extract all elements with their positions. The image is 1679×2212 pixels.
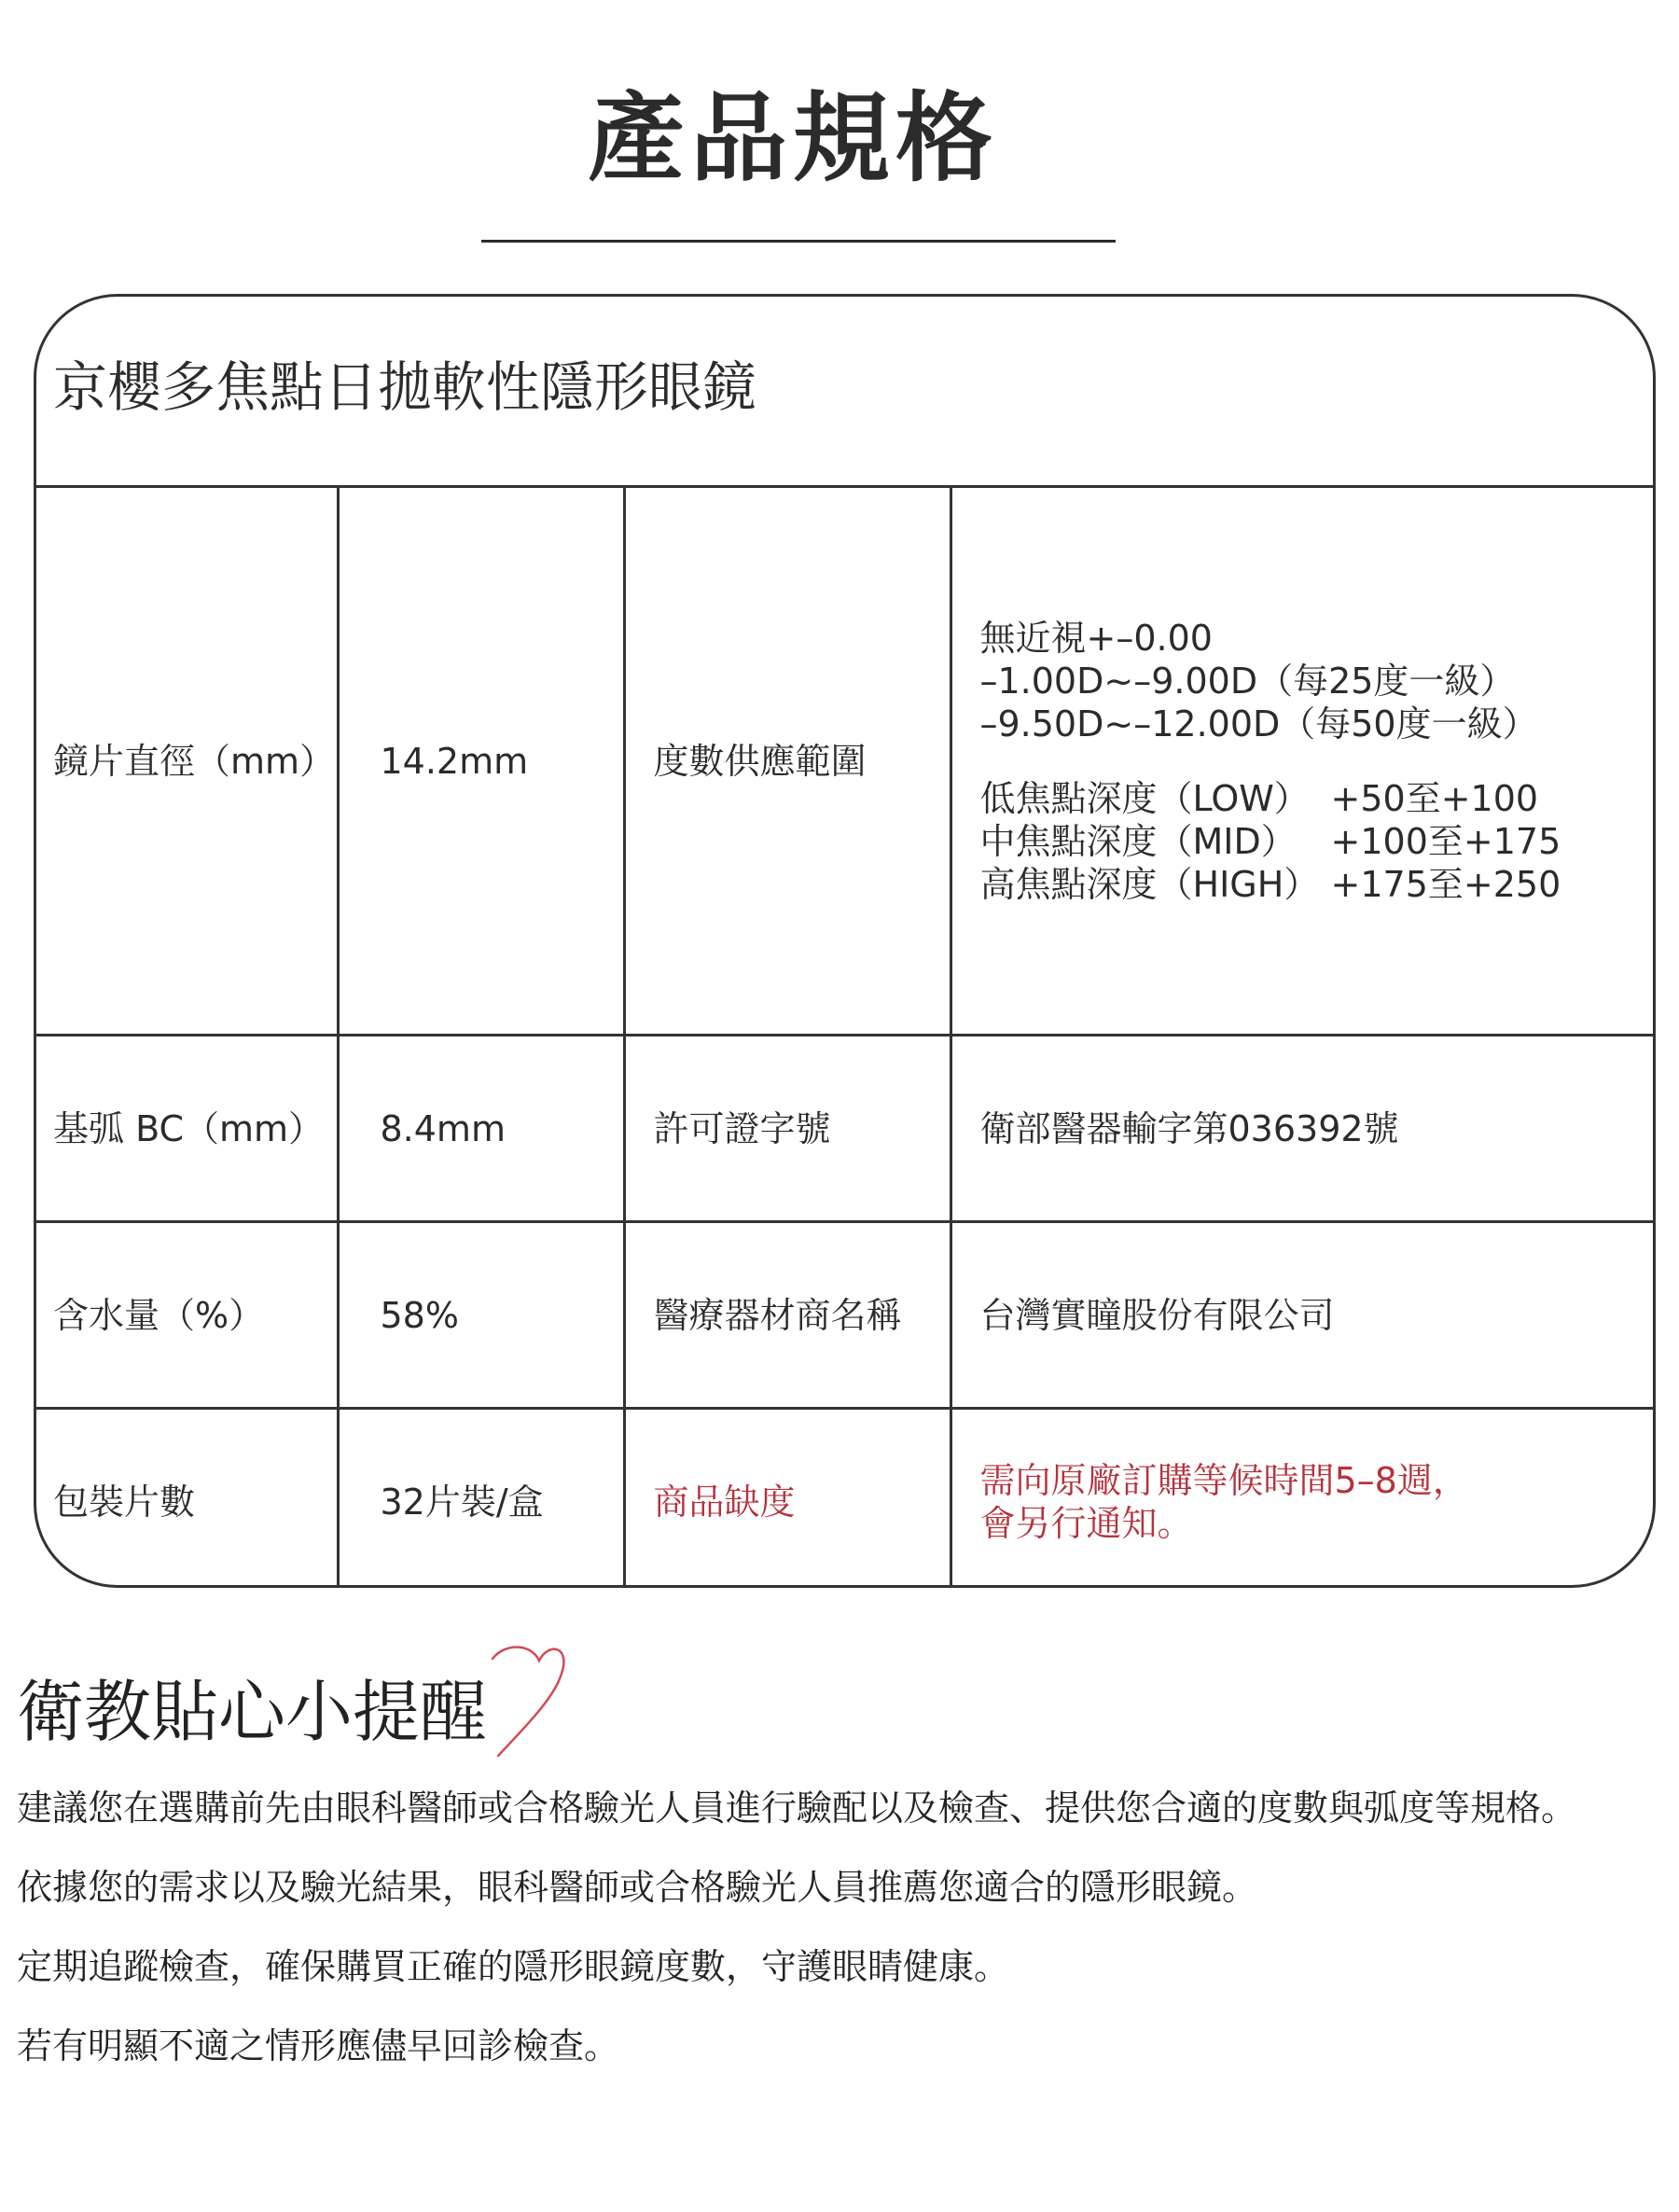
depth-value: +50至+100 [1330, 777, 1539, 819]
list-item: 若有明顯不適之情形應儘早回診檢查。 [17, 2025, 620, 2066]
water-content-value: 58% [338, 1222, 624, 1409]
pack-value: 32片裝/盒 [338, 1409, 624, 1589]
spec-table [36, 485, 1656, 1588]
product-name: 京櫻多焦點日拋軟性隱形眼鏡 [53, 355, 757, 419]
depth-value: +175至+250 [1330, 863, 1561, 905]
power-range-line: –1.00D~–9.00D（每25度一級） [979, 660, 1516, 702]
license-value: 衛部醫器輸字第036392號 [951, 1036, 1656, 1222]
power-range-line: 無近視+–0.00 [979, 617, 1213, 659]
stock-note-line: 需向原廠訂購等候時間5–8週， [979, 1460, 1468, 1501]
list-item: 定期追蹤檢查，確保購買正確的隱形眼鏡度數，守護眼睛健康。 [17, 1946, 1010, 1987]
stock-label: 商品缺度 [624, 1409, 951, 1589]
water-content-label: 含水量（%） [36, 1222, 338, 1409]
diameter-value: 14.2mm [338, 487, 624, 1036]
depth-row-high [980, 863, 1657, 906]
title-divider [481, 240, 1116, 243]
depth-row-mid [980, 820, 1657, 863]
diameter-label: 鏡片直徑（mm） [36, 487, 338, 1036]
depth-label: 高焦點深度（HIGH） [979, 863, 1320, 905]
table-row [36, 1036, 1656, 1222]
page-title: 產品規格 [587, 81, 998, 195]
stock-note-line: 會另行通知。 [979, 1503, 1193, 1544]
reminder-heading: 衛教貼心小提醒 [17, 1673, 488, 1751]
depth-label: 低焦點深度（LOW） [979, 777, 1310, 819]
vendor-label: 醫療器材商名稱 [624, 1222, 951, 1409]
heart-outline-icon [485, 1640, 569, 1758]
base-curve-label: 基弧 BC（mm） [36, 1036, 338, 1222]
reminder-list [17, 1787, 1576, 2104]
list-item: 建議您在選購前先由眼科醫師或合格驗光人員進行驗配以及檢查、提供您合適的度數與弧度等規格。 [17, 1788, 1577, 1829]
power-range-line: –9.50D~–12.00D（每50度一級） [979, 703, 1538, 744]
table-row [36, 1409, 1656, 1589]
spec-card [34, 294, 1656, 1588]
power-range-value [951, 487, 1656, 1036]
table-row [36, 487, 1656, 1036]
base-curve-value: 8.4mm [338, 1036, 624, 1222]
stock-note [951, 1409, 1656, 1589]
list-item: 依據您的需求以及驗光結果，眼科醫師或合格驗光人員推薦您適合的隱形眼鏡。 [17, 1867, 1258, 1908]
table-row [36, 1222, 1656, 1409]
license-label: 許可證字號 [624, 1036, 951, 1222]
depth-row-low [980, 777, 1657, 820]
depth-label: 中焦點深度（MID） [979, 820, 1297, 862]
depth-value: +100至+175 [1330, 820, 1561, 862]
pack-label: 包裝片數 [36, 1409, 338, 1589]
vendor-value: 台灣實瞳股份有限公司 [951, 1222, 1656, 1409]
power-range-label: 度數供應範圍 [624, 487, 951, 1036]
